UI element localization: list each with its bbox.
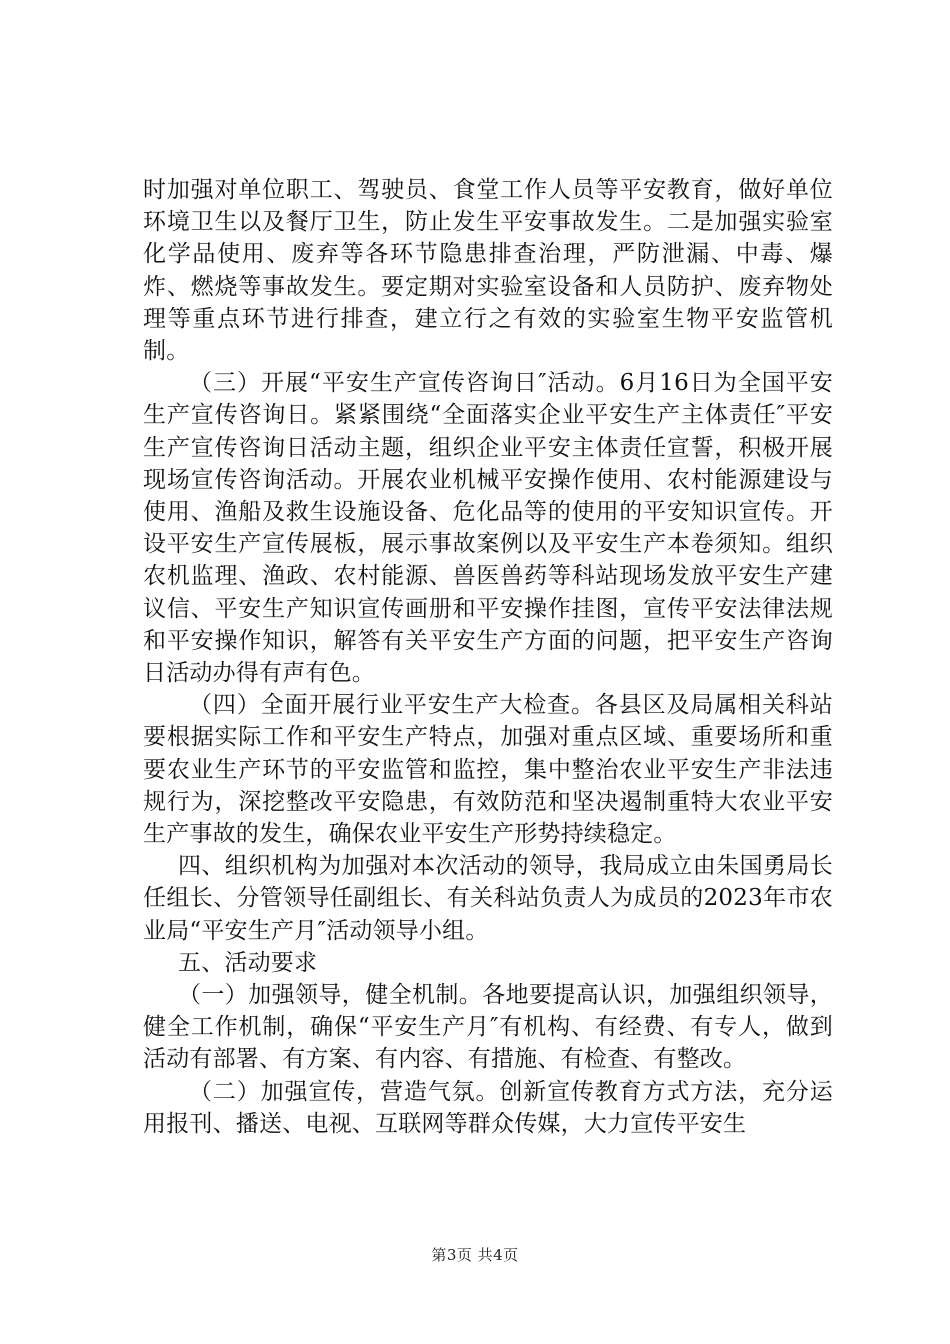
paragraph-safety-day: （三）开展“平安生产宣传咨询日″活动。6月16日为全国平安生产宣传咨询日。紧紧围绕“全面落实企业平安生产主体责任″平安生产宣传咨询日活动主题，组织企业平安主体责任宣誓，积极开展现场宣传咨询活动。开展农业机械平安操作使用、农村能源建设与使用、渔船及救生设施设备、危化品等的使用的平安知识宣传。开设平安生产宣传展板，展示事故案例以及平安生产本卷须知。组织农机监理、渔政、农村能源、兽医兽药等科站现场发放平安生产建议信、平安生产知识宣传画册和平安操作挂图，宣传平安法律法规和平安操作知识，解答有关平安生产方面的问题，把平安生产咨询日活动办得有声有色。 (143, 370, 833, 687)
document-body (143, 174, 833, 1140)
section-heading-requirements: 五、活动要求 (178, 949, 318, 976)
paragraph-organization: 四、组织机构为加强对本次活动的领导，我局成立由朱国勇局长任组长、分管领导任副组长、有关科站负责人为成员的2023年市农业局“平安生产月″活动领导小组。 (143, 853, 833, 944)
paragraph-continuation: 时加强对单位职工、驾驶员、食堂工作人员等平安教育，做好单位环境卫生以及餐厅卫生，防止发生平安事故发生。二是加强实验室化学品使用、废弃等各环节隐患排查治理，严防泄漏、中毒、爆炸、燃烧等事故发生。要定期对实验室设备和人员防护、废弃物处理等重点环节进行排查，建立行之有效的实验室生物平安监管机制。 (143, 177, 833, 365)
paragraph-inspection: （四）全面开展行业平安生产大检查。各县区及局属相关科站要根据实际工作和平安生产特点，加强对重点区域、重要场所和重要农业生产环节的平安监管和监控，集中整治农业平安生产非法违规行为，深挖整改平安隐患，有效防范和坚决遏制重特大农业平安生产事故的发生，确保农业平安生产形势持续稳定。 (143, 692, 833, 848)
paragraph-leadership: （一）加强领导，健全机制。各地要提高认识，加强组织领导，健全工作机制，确保“平安生产月″有机构、有经费、有专人，做到活动有部署、有方案、有内容、有措施、有检查、有整改。 (143, 982, 833, 1073)
page-number-footer: 第3页 共4页 (431, 1246, 519, 1264)
paragraph-publicity: （二）加强宣传，营造气氛。创新宣传教育方式方法，充分运用报刊、播送、电视、互联网等群众传媒，大力宣传平安生 (143, 1078, 833, 1137)
